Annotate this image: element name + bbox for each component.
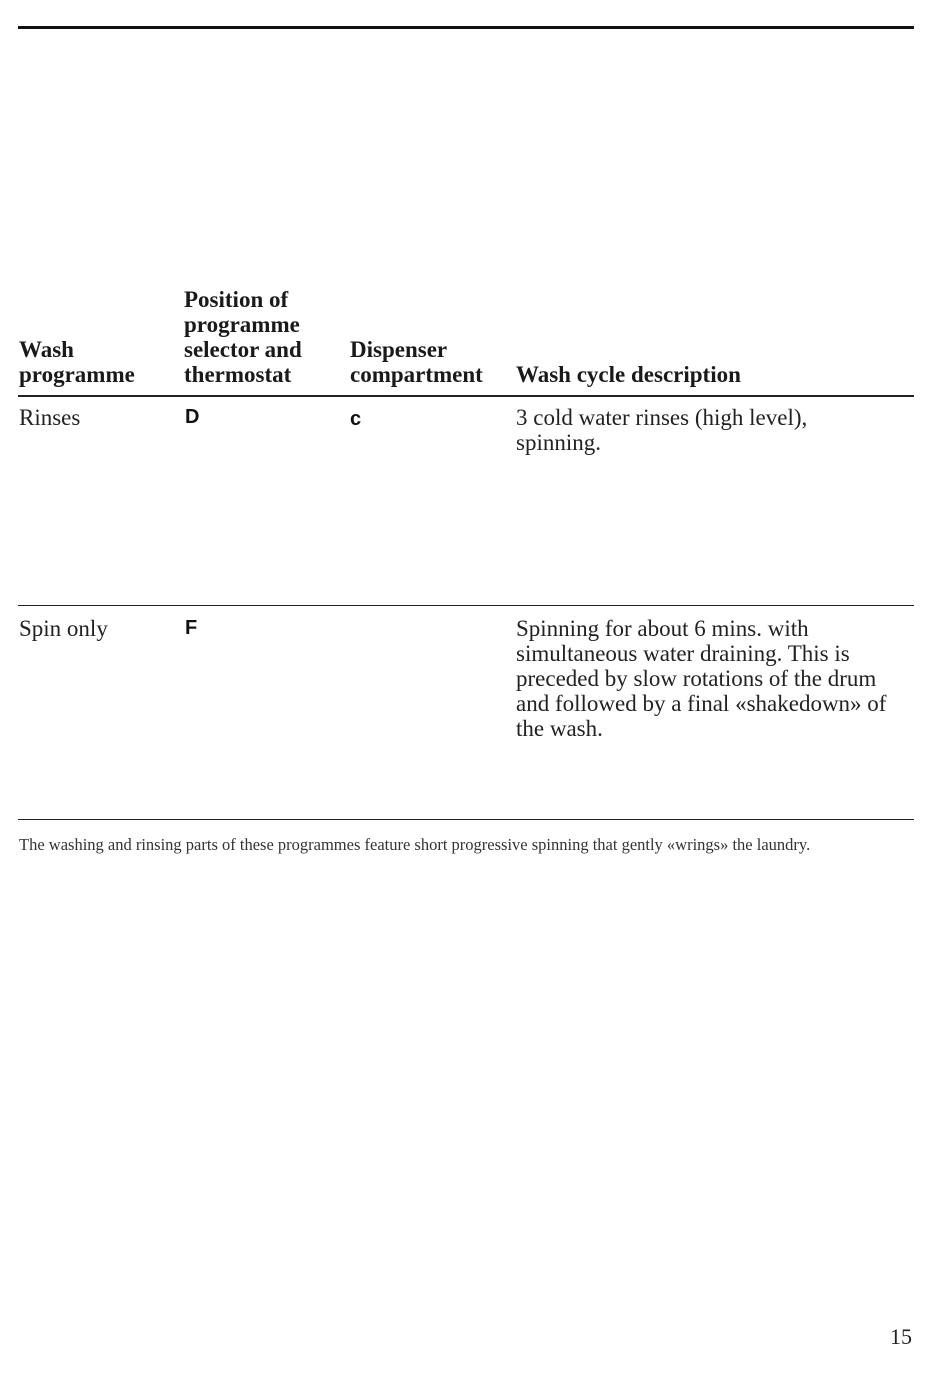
- row-rinses-description: 3 cold water rinses (high level), spinning.: [516, 405, 808, 455]
- row-spin-position: F: [185, 617, 198, 639]
- header-rule: [18, 395, 914, 397]
- header-dispenser-compartment: Dispenser compartment: [350, 337, 483, 387]
- row-spin-programme: Spin only: [19, 616, 108, 641]
- footnote: The washing and rinsing parts of these programmes feature short progressive spinning that gently «wrings» the laundry.: [19, 835, 811, 854]
- row-divider: [18, 605, 914, 606]
- row-spin-description: Spinning for about 6 mins. with simultaneous water draining. This is preceded by slow rotations of the drum and followed by a final «shakedown» of the wash.: [516, 616, 887, 741]
- header-wash-cycle-description: Wash cycle description: [516, 362, 741, 387]
- header-wash-programme: Wash programme: [19, 337, 135, 387]
- top-rule: [18, 26, 914, 29]
- header-selector-position: Position of programme selector and thermostat: [184, 287, 302, 387]
- row-rinses-programme: Rinses: [19, 405, 81, 430]
- row-rinses-position: D: [185, 406, 200, 428]
- table-bottom-rule: [18, 819, 914, 820]
- row-rinses-dispenser: c: [350, 408, 362, 430]
- page-number: 15: [890, 1324, 912, 1349]
